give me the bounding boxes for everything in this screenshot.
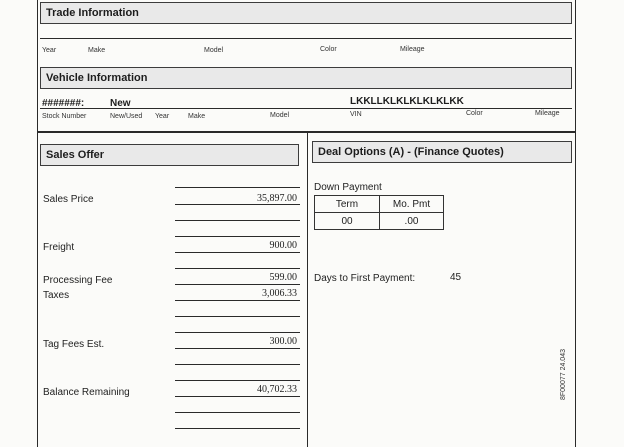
trade-label-mileage: Mileage <box>400 46 425 53</box>
center-divider <box>307 131 308 447</box>
days-to-first-payment-label: Days to First Payment: <box>314 273 416 284</box>
so-line <box>175 236 300 237</box>
deal-options-title: Deal Options (A) - (Finance Quotes) <box>318 146 504 158</box>
mo-pmt-value: .00 <box>380 213 444 230</box>
taxes-label: Taxes <box>43 290 70 301</box>
vehicle-information-title: Vehicle Information <box>46 72 148 84</box>
section-divider <box>37 131 575 133</box>
so-line <box>175 300 300 301</box>
vehicle-label-new-used: New/Used <box>110 113 143 120</box>
so-line <box>175 364 300 365</box>
vehicle-label-year: Year <box>155 113 170 120</box>
side-form-code: 8F00077 24.043 <box>560 349 567 400</box>
vehicle-label-vin: VIN <box>350 111 362 118</box>
vehicle-label-model: Model <box>270 112 290 119</box>
sales-offer-header <box>40 144 299 166</box>
so-line <box>175 412 300 413</box>
so-line <box>175 204 300 205</box>
so-line <box>175 348 300 349</box>
so-line <box>175 220 300 221</box>
so-line <box>175 187 300 188</box>
so-line <box>175 268 300 269</box>
vehicle-information-header <box>40 67 572 89</box>
vehicle-label-color: Color <box>466 110 483 117</box>
so-line <box>175 252 300 253</box>
so-line <box>175 380 300 381</box>
term-value: 00 <box>315 213 380 230</box>
vehicle-label-make: Make <box>188 113 206 120</box>
trade-information-header <box>40 2 572 24</box>
mo-pmt-header: Mo. Pmt <box>380 196 444 213</box>
deal-options-header <box>312 141 572 163</box>
sales-price-value: 35,897.00 <box>257 193 297 204</box>
so-line <box>175 428 300 429</box>
sales-offer-title: Sales Offer <box>46 149 105 161</box>
trade-label-model: Model <box>204 47 224 54</box>
so-line <box>175 316 300 317</box>
so-line <box>175 332 300 333</box>
so-line <box>175 396 300 397</box>
trade-label-year: Year <box>42 47 57 54</box>
vin-value: LKKLLKLKLKLKLKLKK <box>350 96 464 107</box>
vehicle-label-mileage: Mileage <box>535 110 560 117</box>
trade-label-color: Color <box>320 46 337 53</box>
taxes-value: 3,006.33 <box>262 288 297 299</box>
balance-remaining-label: Balance Remaining <box>43 387 130 398</box>
sales-price-label: Sales Price <box>43 194 94 205</box>
stock-number-value: #######: <box>42 98 85 109</box>
processing-fee-label: Processing Fee <box>43 275 113 286</box>
tag-fees-label: Tag Fees Est. <box>43 339 105 350</box>
new-used-value: New <box>110 98 131 109</box>
processing-fee-value: 599.00 <box>269 272 297 283</box>
days-to-first-payment-value: 45 <box>450 272 462 283</box>
finance-quote-table <box>314 195 444 230</box>
trade-information-title: Trade Information <box>46 7 139 19</box>
vehicle-label-stock-number: Stock Number <box>42 113 87 120</box>
freight-label: Freight <box>43 242 75 253</box>
form-left-border <box>37 0 38 447</box>
tag-fees-value: 300.00 <box>269 336 297 347</box>
trade-line <box>40 38 572 39</box>
trade-label-make: Make <box>88 47 106 54</box>
term-header: Term <box>315 196 380 213</box>
form-right-border <box>575 0 576 447</box>
freight-value: 900.00 <box>269 240 297 251</box>
down-payment-label: Down Payment <box>314 182 382 193</box>
balance-remaining-value: 40,702.33 <box>257 384 297 395</box>
vehicle-line <box>40 108 572 109</box>
so-line <box>175 284 300 285</box>
